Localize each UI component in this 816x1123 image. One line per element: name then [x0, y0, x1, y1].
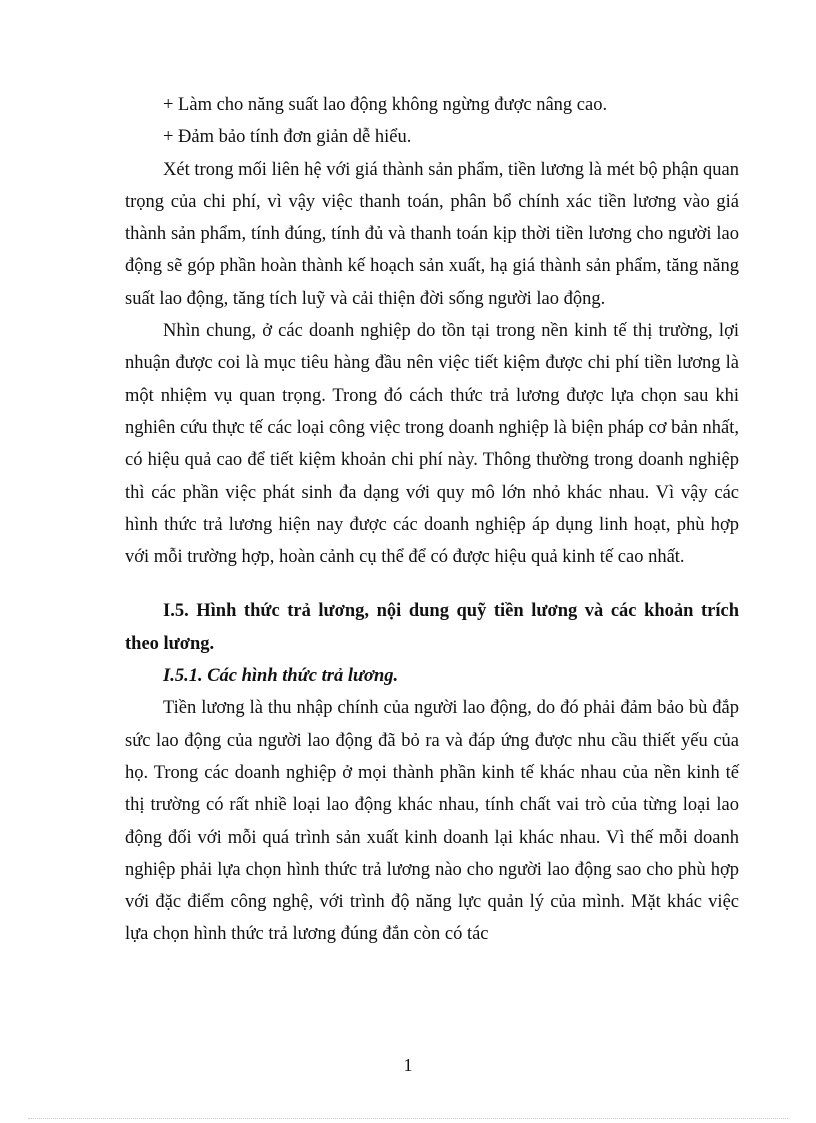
page-number: 1 — [403, 1055, 413, 1075]
bullet-simplicity: + Đảm bảo tính đơn giản dễ hiểu. — [163, 127, 412, 148]
paragraph-wage-forms: Tiền lương là thu nhập chính của người lao động, do đó phải đảm bảo bù đắp sức lao động của người lao động đã bỏ ra và đáp ứng được nhu cầu thiết yếu của họ. Trong các doanh nghiệp ở mọi thành phần kinh tế khác nhau của nền kinh tế thị trường có rất nhiề loại lao động khác nhau, tính chất vai trò của từng loại lao động đối với mỗi quá trình sản xuất kinh doanh lại khác nhau. Vì thế mỗi doanh nghiệp phải lựa chọn hình thức trả lương nào cho người lao động sao cho phù hợp với đặc điểm công nghệ, với trình độ năng lực quản lý của mình. Mặt khác việc lựa chọn hình thức trả lương đúng đắn còn có tác — [125, 698, 739, 945]
document-body — [125, 89, 739, 951]
bullet-productivity: + Làm cho năng suất lao động không ngừng được nâng cao. — [163, 95, 608, 115]
paragraph-cost-relation: Xét trong mối liên hệ với giá thành sản phẩm, tiền lương là mét bộ phận quan trọng của chi phí, vì vậy việc thanh toán, phân bổ chính xác tiền lương vào giá thành sản phẩm, tính đúng, tính đủ và thanh toán kịp thời tiền lương cho người lao động sẽ góp phần hoàn thành kế hoạch sản xuất, hạ giá thành sản phẩm, tăng năng suất lao động, tăng tích luỹ và cải thiện đời sống người lao động. — [125, 159, 739, 309]
paragraph-general: Nhìn chung, ở các doanh nghiệp do tồn tại trong nền kinh tế thị trường, lợi nhuận được coi là mục tiêu hàng đầu nên việc tiết kiệm được chi phí tiền lương là một nhiệm vụ quan trọng. Trong đó cách thức trả lương được lựa chọn sau khi nghiên cứu thực tế các loại công việc trong doanh nghiệp là biện pháp cơ bản nhất, có hiệu quả cao để tiết kiệm khoản chi phí này. Thông thường trong doanh nghiệp thì các phần việc phát sinh đa dạng với quy mô lớn nhỏ khác nhau. Vì vậy các hình thức trả lương hiện nay được các doanh nghiệp áp dụng linh hoạt, phù hợp với mỗi trường hợp, hoàn cảnh cụ thể để có được hiệu quả kinh tế cao nhất. — [125, 321, 739, 568]
section-gap — [125, 573, 739, 595]
section-heading: I.5. Hình thức trả lương, nội dung quỹ tiền lương và các khoản trích theo lương. — [125, 601, 739, 654]
footer-divider — [28, 1118, 788, 1119]
subsection-heading: I.5.1. Các hình thức trả lương. — [163, 666, 399, 687]
